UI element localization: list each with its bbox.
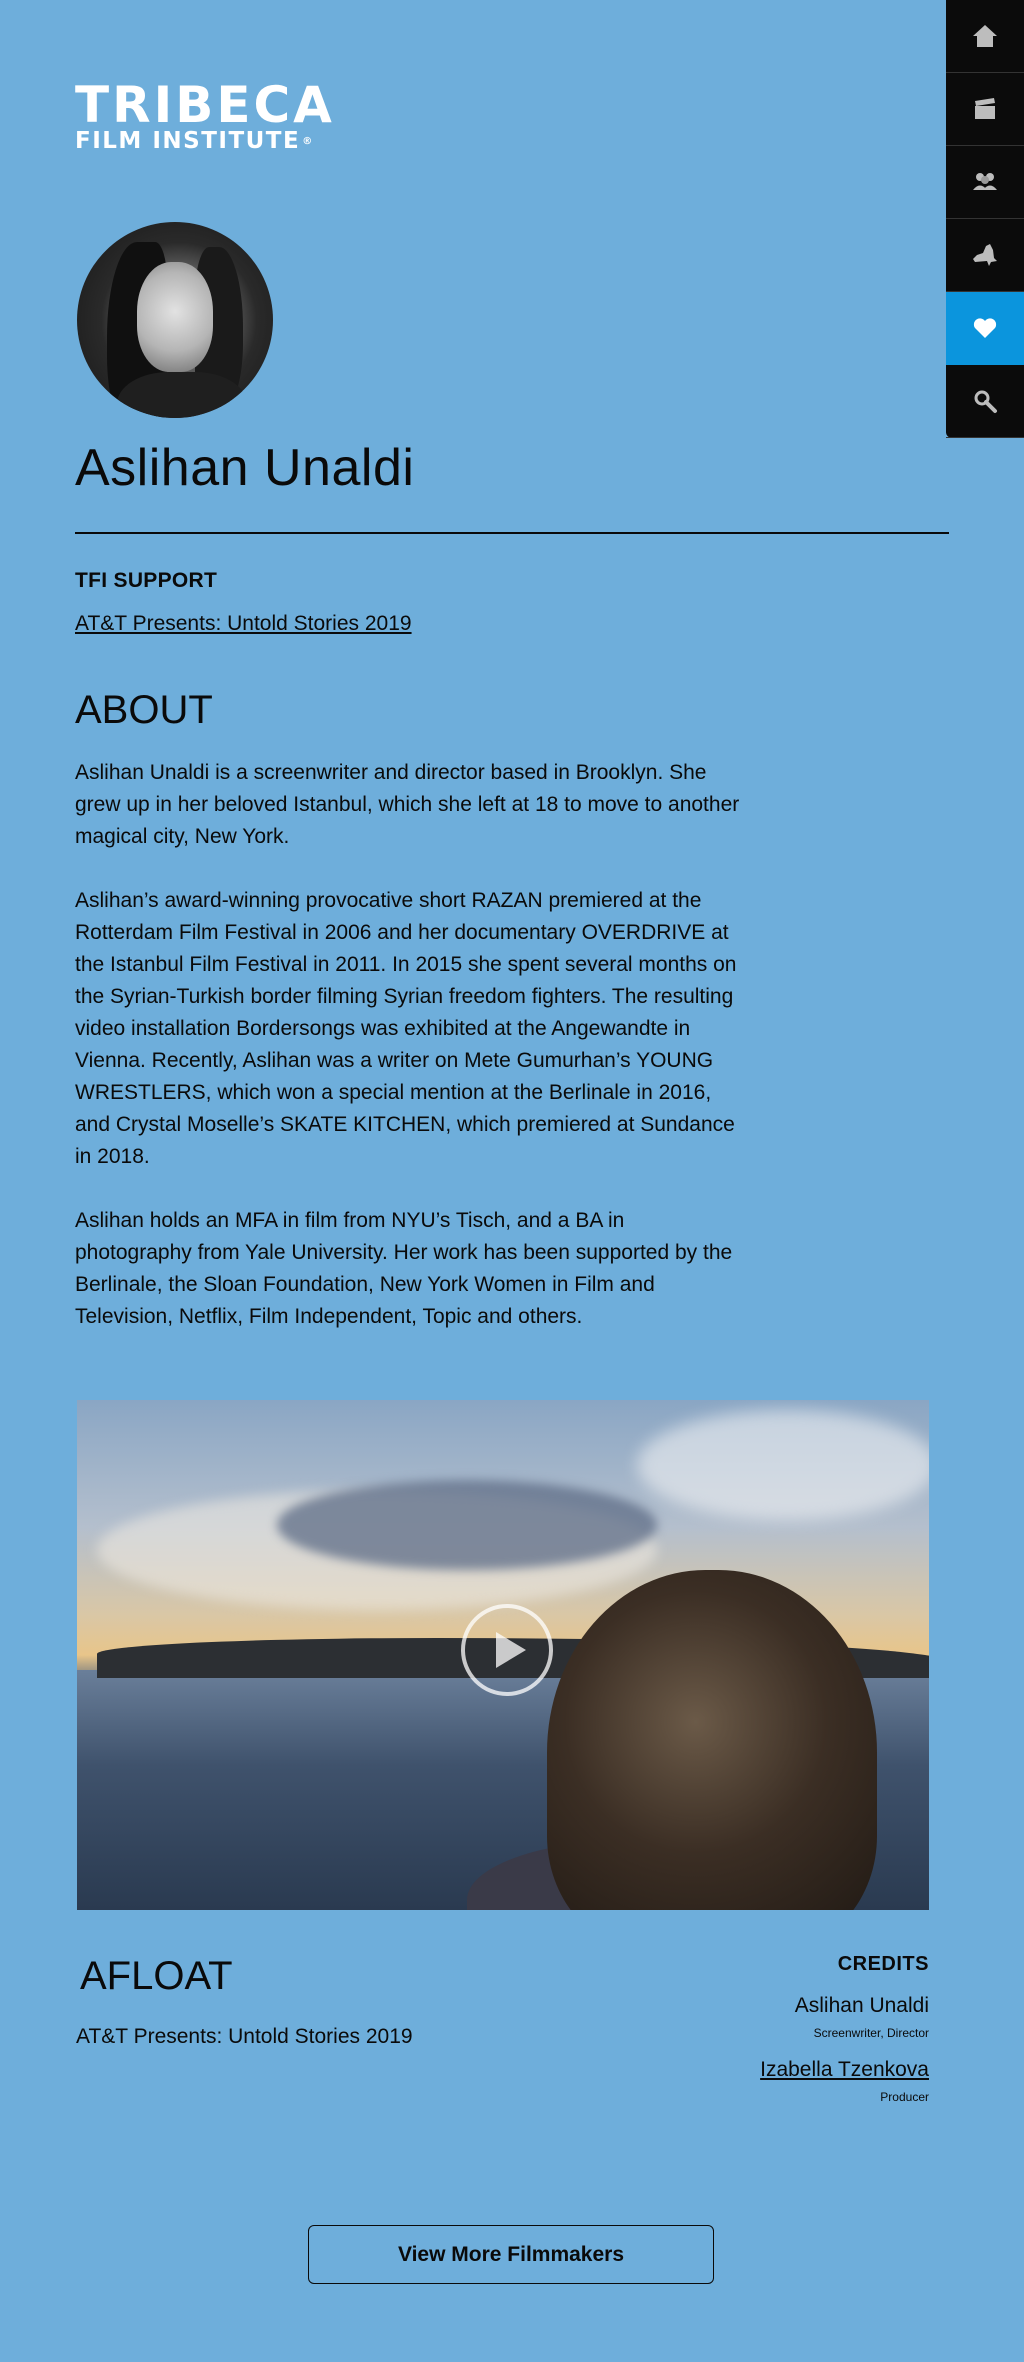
about-paragraph: Aslihan Unaldi is a screenwriter and director based in Brooklyn. She grew up in her beloved Istanbul, which she left at 18 to move to another magical city, New York. — [75, 761, 740, 848]
nav-films[interactable] — [946, 73, 1024, 146]
logo-line-2-wrap — [75, 128, 335, 155]
view-more-filmmakers-button[interactable]: View More Filmmakers — [308, 2225, 714, 2284]
divider — [75, 532, 949, 534]
credit-role: Screenwriter, Director — [813, 2026, 929, 2040]
nav-home[interactable] — [946, 0, 1024, 73]
heart-icon — [971, 314, 999, 342]
credit-item — [760, 1994, 929, 2040]
about-heading: ABOUT — [75, 688, 213, 732]
new-york-state-icon — [971, 241, 999, 269]
about-text — [75, 757, 745, 1365]
nav-people[interactable] — [946, 146, 1024, 219]
logo-line-1: TRIBECA — [75, 76, 335, 134]
film-video-thumbnail[interactable] — [77, 1400, 929, 1910]
credit-name-link[interactable]: Izabella Tzenkova — [760, 2058, 929, 2081]
registered-mark: ® — [302, 135, 314, 147]
credit-name: Aslihan Unaldi — [794, 1994, 929, 2017]
people-icon — [971, 168, 999, 196]
filmmaker-name: Aslihan Unaldi — [75, 439, 415, 497]
play-icon — [496, 1632, 526, 1668]
search-icon — [971, 387, 999, 415]
logo-line-2: FILM INSTITUTE — [75, 128, 301, 154]
clapperboard-icon — [971, 95, 999, 123]
nav-search[interactable] — [946, 365, 1024, 438]
support-label: TFI SUPPORT — [75, 569, 218, 592]
film-title: AFLOAT — [80, 1954, 233, 1998]
support-program-link[interactable]: AT&T Presents: Untold Stories 2019 — [75, 612, 412, 635]
credit-role: Producer — [880, 2090, 929, 2104]
credits-label: CREDITS — [837, 1953, 929, 1975]
film-program: AT&T Presents: Untold Stories 2019 — [76, 2025, 413, 2048]
about-paragraph: Aslihan holds an MFA in film from NYU’s Tisch, and a BA in photography from Yale University. Her work has been supported by the Berlinale, the Sloan Foundation, New York Women in Film and Television, Netflix, Film Independent, Topic and others. — [75, 1209, 733, 1328]
filmmaker-avatar — [77, 222, 273, 418]
side-nav — [946, 0, 1024, 438]
nav-support[interactable] — [946, 292, 1024, 365]
play-button[interactable] — [461, 1604, 553, 1696]
about-paragraph: Aslihan’s award-winning provocative short RAZAN premiered at the Rotterdam Film Festival in 2006 and her documentary OVERDRIVE at the Istanbul Film Festival in 2011. In 2015 she spent several months on the Syrian-Turkish border filming Syrian freedom fighters. The resulting video installation Bordersongs was exhibited at the Angewandte in Vienna. Recently, Aslihan was a writer on Mete Gumurhan’s YOUNG WRESTLERS, which won a special mention at the Berlinale in 2016, and Crystal Moselle’s SKATE KITCHEN, which premiered at Sundance in 2018. — [75, 889, 737, 1168]
home-icon — [971, 22, 999, 50]
credits — [760, 1953, 929, 2104]
tribeca-logo[interactable] — [75, 76, 335, 155]
nav-new-york[interactable] — [946, 219, 1024, 292]
credit-item — [760, 2058, 929, 2104]
